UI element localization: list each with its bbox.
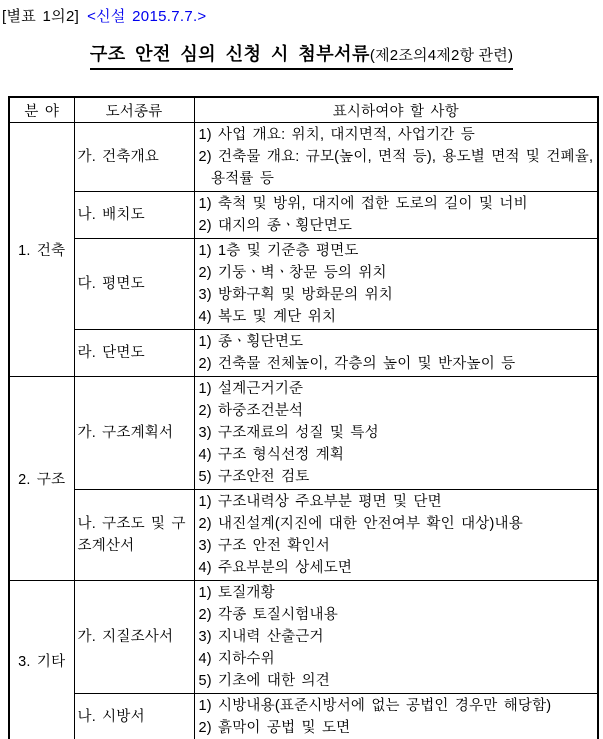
table-row bbox=[9, 581, 598, 694]
table-row bbox=[9, 694, 598, 739]
table-row bbox=[9, 192, 598, 239]
table-header bbox=[9, 97, 598, 123]
requirement-item: 3) 방화구획 및 방화문의 위치 bbox=[198, 287, 393, 303]
doc-type-cell: 나. 시방서 bbox=[74, 694, 194, 739]
table-row bbox=[9, 377, 598, 490]
document-title-main: 구조 안전 심의 신청 시 첨부서류 bbox=[89, 44, 370, 64]
table-row bbox=[9, 490, 598, 581]
col-header-requirements: 표시하여야 할 사항 bbox=[194, 97, 598, 123]
requirements-cell bbox=[194, 581, 598, 694]
requirement-item: 5) 구조안전 검토 bbox=[198, 469, 310, 485]
table-header-row bbox=[9, 97, 598, 123]
document-title bbox=[90, 40, 513, 70]
requirements-cell bbox=[194, 694, 598, 739]
requirement-item: 2) 하중조건분석 bbox=[198, 403, 304, 419]
requirements-cell bbox=[194, 490, 598, 581]
category-cell: 3. 기타 bbox=[9, 581, 74, 739]
doc-type-cell: 라. 단면도 bbox=[74, 330, 194, 377]
requirement-item: 2) 기둥ㆍ벽ㆍ창문 등의 위치 bbox=[198, 265, 387, 281]
revision-note: <신설 2015.7.7.> bbox=[87, 8, 207, 25]
attachment-documents-table bbox=[8, 96, 599, 739]
title-row bbox=[0, 40, 603, 64]
requirement-item: 4) 구조 형식선정 계획 bbox=[198, 447, 345, 463]
requirement-item: 1) 토질개황 bbox=[198, 585, 275, 601]
requirement-item: 5) 기초에 대한 의견 bbox=[198, 673, 330, 689]
doc-type-cell: 나. 구조도 및 구조계산서 bbox=[74, 490, 194, 581]
requirements-cell bbox=[194, 123, 598, 192]
category-cell: 1. 건축 bbox=[9, 123, 74, 377]
requirement-item: 용적률 등 bbox=[198, 171, 275, 187]
requirement-item: 1) 설계근거기준 bbox=[198, 381, 304, 397]
requirement-item: 1) 축척 및 방위, 대지에 접한 도로의 길이 및 너비 bbox=[198, 196, 528, 212]
requirements-cell bbox=[194, 192, 598, 239]
table-row bbox=[9, 239, 598, 330]
annex-label: [별표 1의2] bbox=[2, 8, 80, 25]
table-body bbox=[9, 123, 598, 739]
requirement-item: 3) 구조 안전 확인서 bbox=[198, 538, 330, 554]
requirement-item: 1) 사업 개요: 위치, 대지면적, 사업기간 등 bbox=[198, 127, 475, 143]
col-header-doc-type: 도서종류 bbox=[74, 97, 194, 123]
requirement-item: 4) 복도 및 계단 위치 bbox=[198, 309, 337, 325]
requirement-item: 2) 건축물 전체높이, 각층의 높이 및 반자높이 등 bbox=[198, 356, 516, 372]
doc-type-cell: 가. 지질조사서 bbox=[74, 581, 194, 694]
table-row bbox=[9, 330, 598, 377]
requirement-item: 1) 구조내력상 주요부분 평면 및 단면 bbox=[198, 494, 442, 510]
requirements-cell bbox=[194, 239, 598, 330]
doc-type-cell: 가. 구조계획서 bbox=[74, 377, 194, 490]
requirement-item: 3) 구조재료의 성질 및 특성 bbox=[198, 425, 379, 441]
requirement-item: 2) 각종 토질시험내용 bbox=[198, 607, 338, 623]
document-title-suffix: (제2조의4제2항 관련) bbox=[369, 47, 514, 64]
requirement-item: 1) 종ㆍ횡단면도 bbox=[198, 334, 304, 350]
requirement-item: 4) 지하수위 bbox=[198, 651, 275, 667]
requirements-cell bbox=[194, 330, 598, 377]
doc-type-cell: 나. 배치도 bbox=[74, 192, 194, 239]
requirement-item: 2) 건축물 개요: 규모(높이, 면적 등), 용도별 면적 및 건폐율, bbox=[198, 149, 594, 165]
requirement-item: 4) 주요부분의 상세도면 bbox=[198, 560, 353, 576]
requirement-item: 1) 1층 및 기준층 평면도 bbox=[198, 243, 359, 259]
doc-type-cell: 가. 건축개요 bbox=[74, 123, 194, 192]
requirement-item: 3) 지내력 산출근거 bbox=[198, 629, 324, 645]
requirements-cell bbox=[194, 377, 598, 490]
requirement-item: 1) 시방내용(표준시방서에 없는 공법인 경우만 해당함) bbox=[198, 698, 552, 714]
requirement-item: 2) 흙막이 공법 및 도면 bbox=[198, 720, 351, 736]
col-header-category: 분 야 bbox=[9, 97, 74, 123]
requirement-item: 2) 대지의 종ㆍ횡단면도 bbox=[198, 218, 353, 234]
doc-type-cell: 다. 평면도 bbox=[74, 239, 194, 330]
requirement-item: 2) 내진설계(지진에 대한 안전여부 확인 대상)내용 bbox=[198, 516, 523, 532]
category-cell: 2. 구조 bbox=[9, 377, 74, 581]
top-annotation-line bbox=[0, 0, 603, 26]
table-row bbox=[9, 123, 598, 192]
